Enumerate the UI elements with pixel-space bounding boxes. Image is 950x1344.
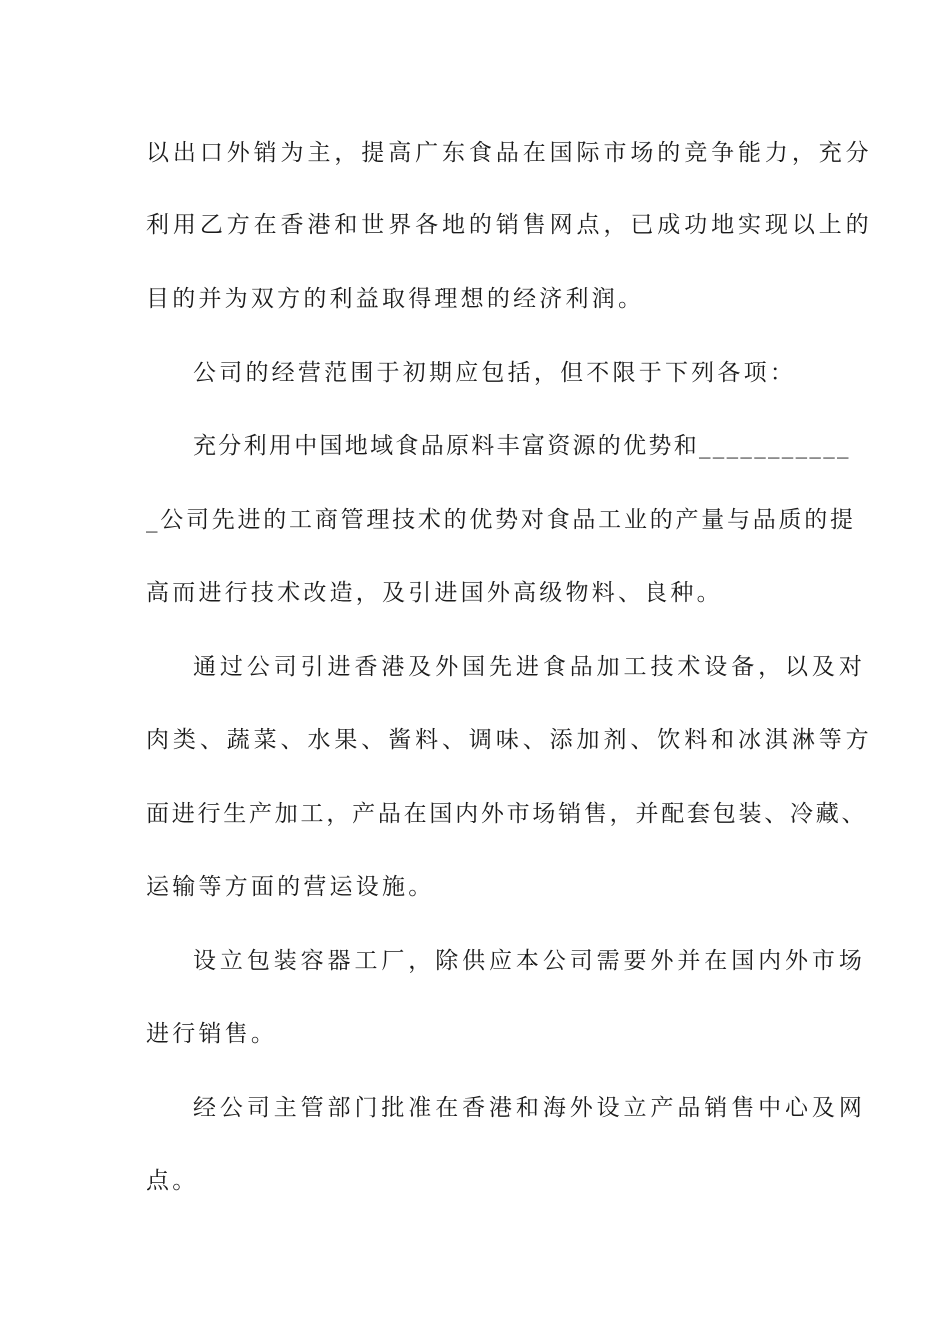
- paragraph-5-line-2: 进行销售。: [146, 1021, 278, 1047]
- paragraph-3-line-1: 充分利用中国地域食品原料丰富资源的优势和___________: [193, 433, 851, 459]
- paragraph-4-line-3: 面进行生产加工，产品在国内外市场销售，并配套包装、冷藏、: [146, 801, 868, 827]
- paragraph-6-line-1: 经公司主管部门批准在香港和海外设立产品销售中心及网: [193, 1095, 866, 1121]
- paragraph-5-line-1: 设立包装容器工厂，除供应本公司需要外并在国内外市场: [193, 948, 866, 974]
- paragraph-6-line-2: 点。: [146, 1168, 199, 1194]
- paragraph-4-line-4: 运输等方面的营运设施。: [146, 874, 435, 900]
- paragraph-1-line-3: 目的并为双方的利益取得理想的经济利润。: [146, 286, 645, 312]
- paragraph-1-line-2: 利用乙方在香港和世界各地的销售网点，已成功地实现以上的: [146, 212, 873, 238]
- paragraph-4-line-1: 通过公司引进香港及外国先进食品加工技术设备，以及对: [193, 654, 866, 680]
- paragraph-4-line-2: 肉类、蔬菜、水果、酱料、调味、添加剂、饮料和冰淇淋等方: [146, 727, 873, 753]
- paragraph-2: 公司的经营范围于初期应包括，但不限于下列各项：: [193, 360, 797, 386]
- paragraph-3-line-3: 高而进行技术改造，及引进国外高级物料、良种。: [146, 580, 723, 606]
- paragraph-3-line-2: _公司先进的工商管理技术的优势对食品工业的产量与品质的提: [146, 507, 856, 533]
- paragraph-1-line-1: 以出口外销为主，提高广东食品在国际市场的竞争能力，充分: [146, 140, 873, 166]
